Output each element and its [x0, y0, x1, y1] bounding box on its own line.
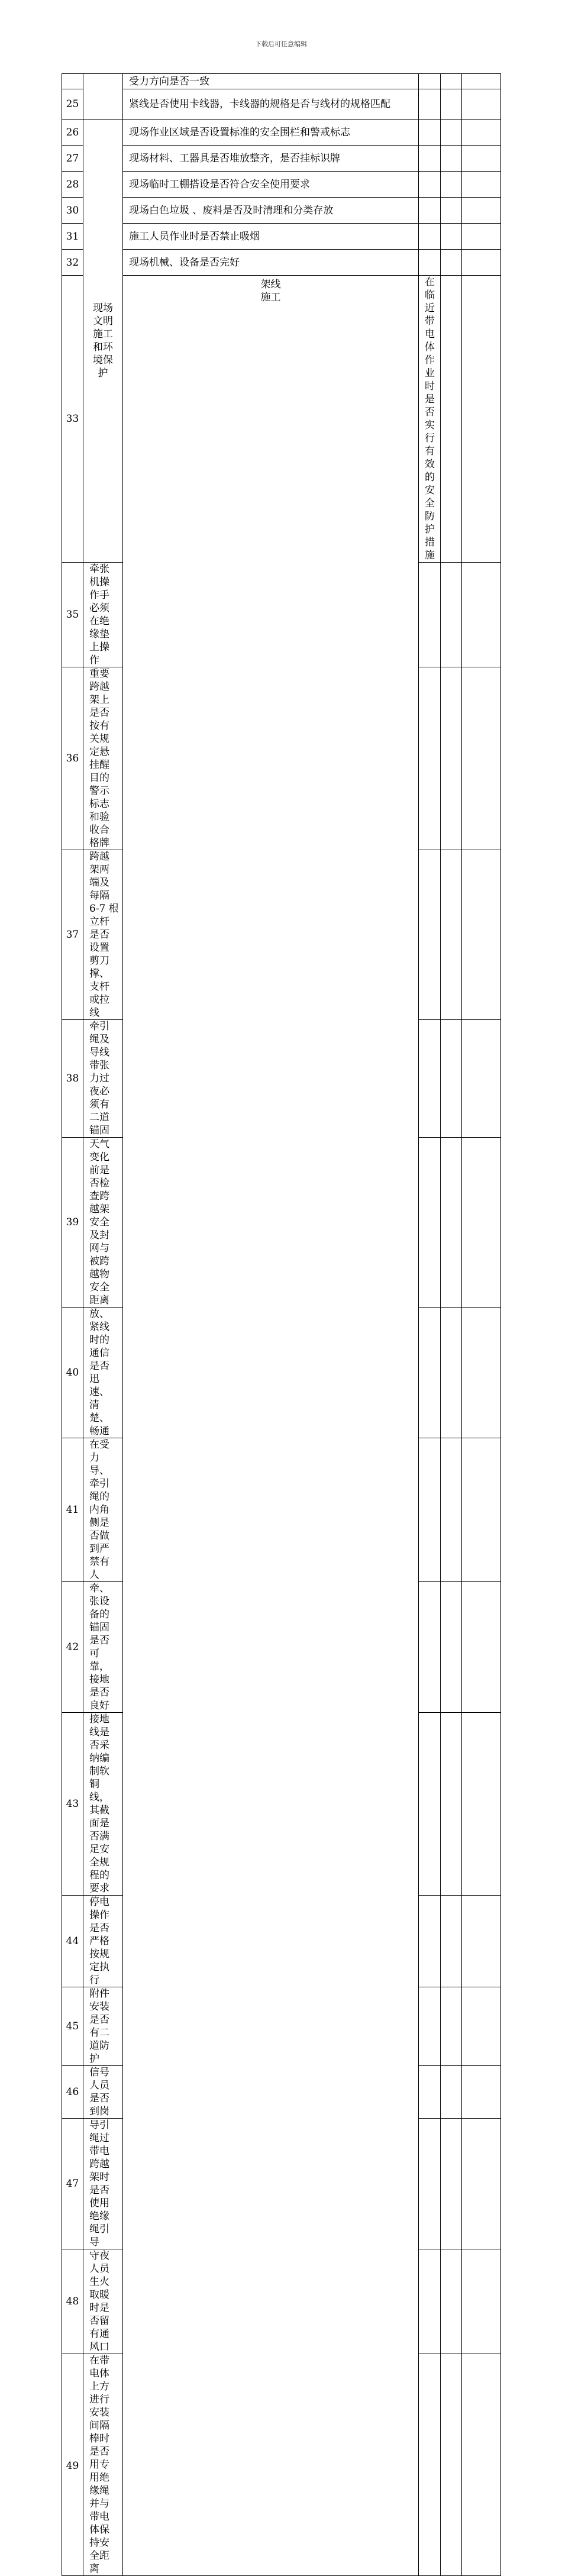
row-number: 31 — [62, 224, 83, 250]
header-note: 下载后可任意编辑 — [255, 40, 307, 48]
check-cell-1[interactable] — [419, 1987, 441, 2066]
check-cell-3[interactable] — [462, 146, 501, 172]
check-cell-1[interactable] — [419, 198, 441, 224]
check-cell-1[interactable] — [419, 2119, 441, 2249]
row-number: 48 — [62, 2249, 83, 2354]
row-number: 43 — [62, 1713, 83, 1896]
check-cell-1[interactable] — [419, 563, 441, 667]
row-item: 牵、张设备的锚固是否可靠，接地是否良好 — [83, 1582, 123, 1713]
category-cell-environment — [83, 120, 123, 563]
row-item: 放、紧线时的通信是否迅速、清楚、畅通 — [83, 1308, 123, 1438]
check-cell-1[interactable] — [419, 120, 441, 146]
check-cell-3[interactable] — [462, 2066, 501, 2119]
row-number: 40 — [62, 1308, 83, 1438]
row-number: 42 — [62, 1582, 83, 1713]
check-cell-3[interactable] — [462, 74, 501, 89]
row-item: 信号人员是否到岗 — [83, 2066, 123, 2119]
table-row — [62, 74, 501, 89]
row-number: 27 — [62, 146, 83, 172]
check-cell-1[interactable] — [419, 89, 441, 120]
row-item: 在临近带电体作业时是否实行有效的安全防护措施 — [419, 276, 441, 563]
check-cell-1[interactable] — [419, 224, 441, 250]
row-item: 现场机械、设备是否完好 — [123, 250, 419, 276]
inspection-table — [62, 73, 501, 2576]
check-cell-1[interactable] — [419, 2354, 441, 2576]
row-number: 36 — [62, 667, 83, 850]
table-row — [62, 146, 501, 172]
check-cell-3[interactable] — [462, 198, 501, 224]
row-number: 37 — [62, 850, 83, 1020]
row-number: 41 — [62, 1438, 83, 1582]
check-cell-3[interactable] — [462, 1438, 501, 1582]
row-number: 32 — [62, 250, 83, 276]
check-cell-1[interactable] — [441, 276, 462, 563]
check-cell-3[interactable] — [462, 250, 501, 276]
check-cell-2[interactable] — [441, 2066, 462, 2119]
check-cell-2[interactable] — [441, 2354, 462, 2576]
check-cell-2[interactable] — [441, 1713, 462, 1896]
row-number: 33 — [62, 276, 83, 563]
check-cell-2[interactable] — [462, 276, 501, 563]
category-label: 现场文明施工和环境保护 — [93, 302, 113, 379]
check-cell-3[interactable] — [462, 850, 501, 1020]
check-cell-1[interactable] — [419, 1308, 441, 1438]
row-number: 45 — [62, 1987, 83, 2066]
row-item: 跨越架两端及每隔 6-7 根立杆是否设置剪刀撑、支杆或拉线 — [83, 850, 123, 1020]
row-number: 44 — [62, 1896, 83, 1987]
check-cell-3[interactable] — [462, 2119, 501, 2249]
row-number: 35 — [62, 563, 83, 667]
check-cell-2[interactable] — [441, 250, 462, 276]
check-cell-2[interactable] — [441, 1438, 462, 1582]
row-item: 施工人员作业时是否禁止吸烟 — [123, 224, 419, 250]
row-item: 现场作业区域是否设置标准的安全围栏和警戒标志 — [123, 120, 419, 146]
row-number: 49 — [62, 2354, 83, 2576]
check-cell-1[interactable] — [419, 2066, 441, 2119]
check-cell-2[interactable] — [441, 850, 462, 1020]
row-item: 天气变化前是否检查跨越架安全及封网与被跨越物安全距离 — [83, 1138, 123, 1308]
row-number — [62, 74, 83, 89]
row-item: 接地线是否采纳编制软铜线，其截面是否满足安全规程的要求 — [83, 1713, 123, 1896]
check-cell-1[interactable] — [419, 667, 441, 850]
check-cell-1[interactable] — [419, 146, 441, 172]
check-cell-2[interactable] — [441, 563, 462, 667]
table-row — [62, 250, 501, 276]
table-row — [62, 198, 501, 224]
category-cell-stringing — [123, 276, 419, 2576]
check-cell-2[interactable] — [441, 1987, 462, 2066]
row-item: 现场临时工棚搭设是否符合安全使用要求 — [123, 172, 419, 198]
check-cell-1[interactable] — [419, 1582, 441, 1713]
check-cell-2[interactable] — [441, 1896, 462, 1987]
check-cell-1[interactable] — [419, 1438, 441, 1582]
row-number: 39 — [62, 1138, 83, 1308]
row-number: 47 — [62, 2119, 83, 2249]
row-item: 导引绳过带电跨越架时是否使用绝缘绳引导 — [83, 2119, 123, 2249]
row-number: 30 — [62, 198, 83, 224]
table-row — [62, 276, 501, 563]
check-cell-3[interactable] — [462, 172, 501, 198]
row-item: 停电操作是否严格按规定执行 — [83, 1896, 123, 1987]
row-item: 现场白色垃圾 、废料是否及时清理和分类存放 — [123, 198, 419, 224]
check-cell-2[interactable] — [441, 1020, 462, 1138]
check-cell-1[interactable] — [419, 1138, 441, 1308]
row-item: 紧线是否使用卡线器，卡线器的规格是否与线材的规格匹配 — [123, 89, 419, 120]
check-cell-3[interactable] — [462, 89, 501, 120]
check-cell-2[interactable] — [441, 74, 462, 89]
check-cell-3[interactable] — [462, 1987, 501, 2066]
check-cell-3[interactable] — [462, 1896, 501, 1987]
check-cell-2[interactable] — [441, 120, 462, 146]
check-cell-2[interactable] — [441, 89, 462, 120]
check-cell-2[interactable] — [441, 172, 462, 198]
check-cell-3[interactable] — [462, 120, 501, 146]
row-number: 25 — [62, 89, 83, 120]
row-number: 26 — [62, 120, 83, 146]
row-item: 在带电体上方进行安装间隔棒时是否用专用绝缘绳并与带电体保持安全距离 — [83, 2354, 123, 2576]
check-cell-3[interactable] — [462, 563, 501, 667]
check-cell-2[interactable] — [441, 224, 462, 250]
check-cell-2[interactable] — [441, 1138, 462, 1308]
check-cell-3[interactable] — [462, 667, 501, 850]
check-cell-1[interactable] — [419, 1896, 441, 1987]
category-label: 架线施工 — [260, 279, 281, 304]
check-cell-3[interactable] — [462, 1713, 501, 1896]
check-cell-1[interactable] — [419, 1713, 441, 1896]
row-item: 守夜人员生火取暖时是否留有通风口 — [83, 2249, 123, 2354]
check-cell-3[interactable] — [462, 2354, 501, 2576]
row-item: 重要跨越架上是否按有关规定悬挂醒目的警示标志和验收合格牌 — [83, 667, 123, 850]
table-row — [62, 224, 501, 250]
check-cell-2[interactable] — [441, 198, 462, 224]
row-number: 38 — [62, 1020, 83, 1138]
check-cell-1[interactable] — [419, 1020, 441, 1138]
check-cell-1[interactable] — [419, 850, 441, 1020]
row-number: 46 — [62, 2066, 83, 2119]
table-row — [62, 89, 501, 120]
row-item: 牵引绳及导线带张力过夜必须有二道锚固 — [83, 1020, 123, 1138]
row-item: 受力方向是否一致 — [123, 74, 419, 89]
check-cell-2[interactable] — [441, 1582, 462, 1713]
check-cell-1[interactable] — [419, 250, 441, 276]
check-cell-2[interactable] — [441, 1308, 462, 1438]
row-item: 现场材料、工器具是否堆放整齐，是否挂标识牌 — [123, 146, 419, 172]
check-cell-3[interactable] — [462, 2249, 501, 2354]
row-item: 牵张机操作手必须在绝缘垫上操作 — [83, 563, 123, 667]
check-cell-1[interactable] — [419, 2249, 441, 2354]
check-cell-1[interactable] — [419, 172, 441, 198]
check-cell-2[interactable] — [441, 2249, 462, 2354]
row-number: 28 — [62, 172, 83, 198]
check-cell-3[interactable] — [462, 224, 501, 250]
check-cell-2[interactable] — [441, 146, 462, 172]
row-item: 在受力导、牵引绳的内角侧是否做到严禁有人 — [83, 1438, 123, 1582]
check-cell-3[interactable] — [462, 1308, 501, 1438]
row-item: 附件安装是否有二道防护 — [83, 1987, 123, 2066]
check-cell-2[interactable] — [441, 2119, 462, 2249]
check-cell-3[interactable] — [462, 1582, 501, 1713]
check-cell-1[interactable] — [419, 74, 441, 89]
check-cell-3[interactable] — [462, 1138, 501, 1308]
check-cell-2[interactable] — [441, 667, 462, 850]
table-row — [62, 120, 501, 146]
category-cell-empty — [83, 74, 123, 120]
check-cell-3[interactable] — [462, 1020, 501, 1138]
table-row — [62, 172, 501, 198]
